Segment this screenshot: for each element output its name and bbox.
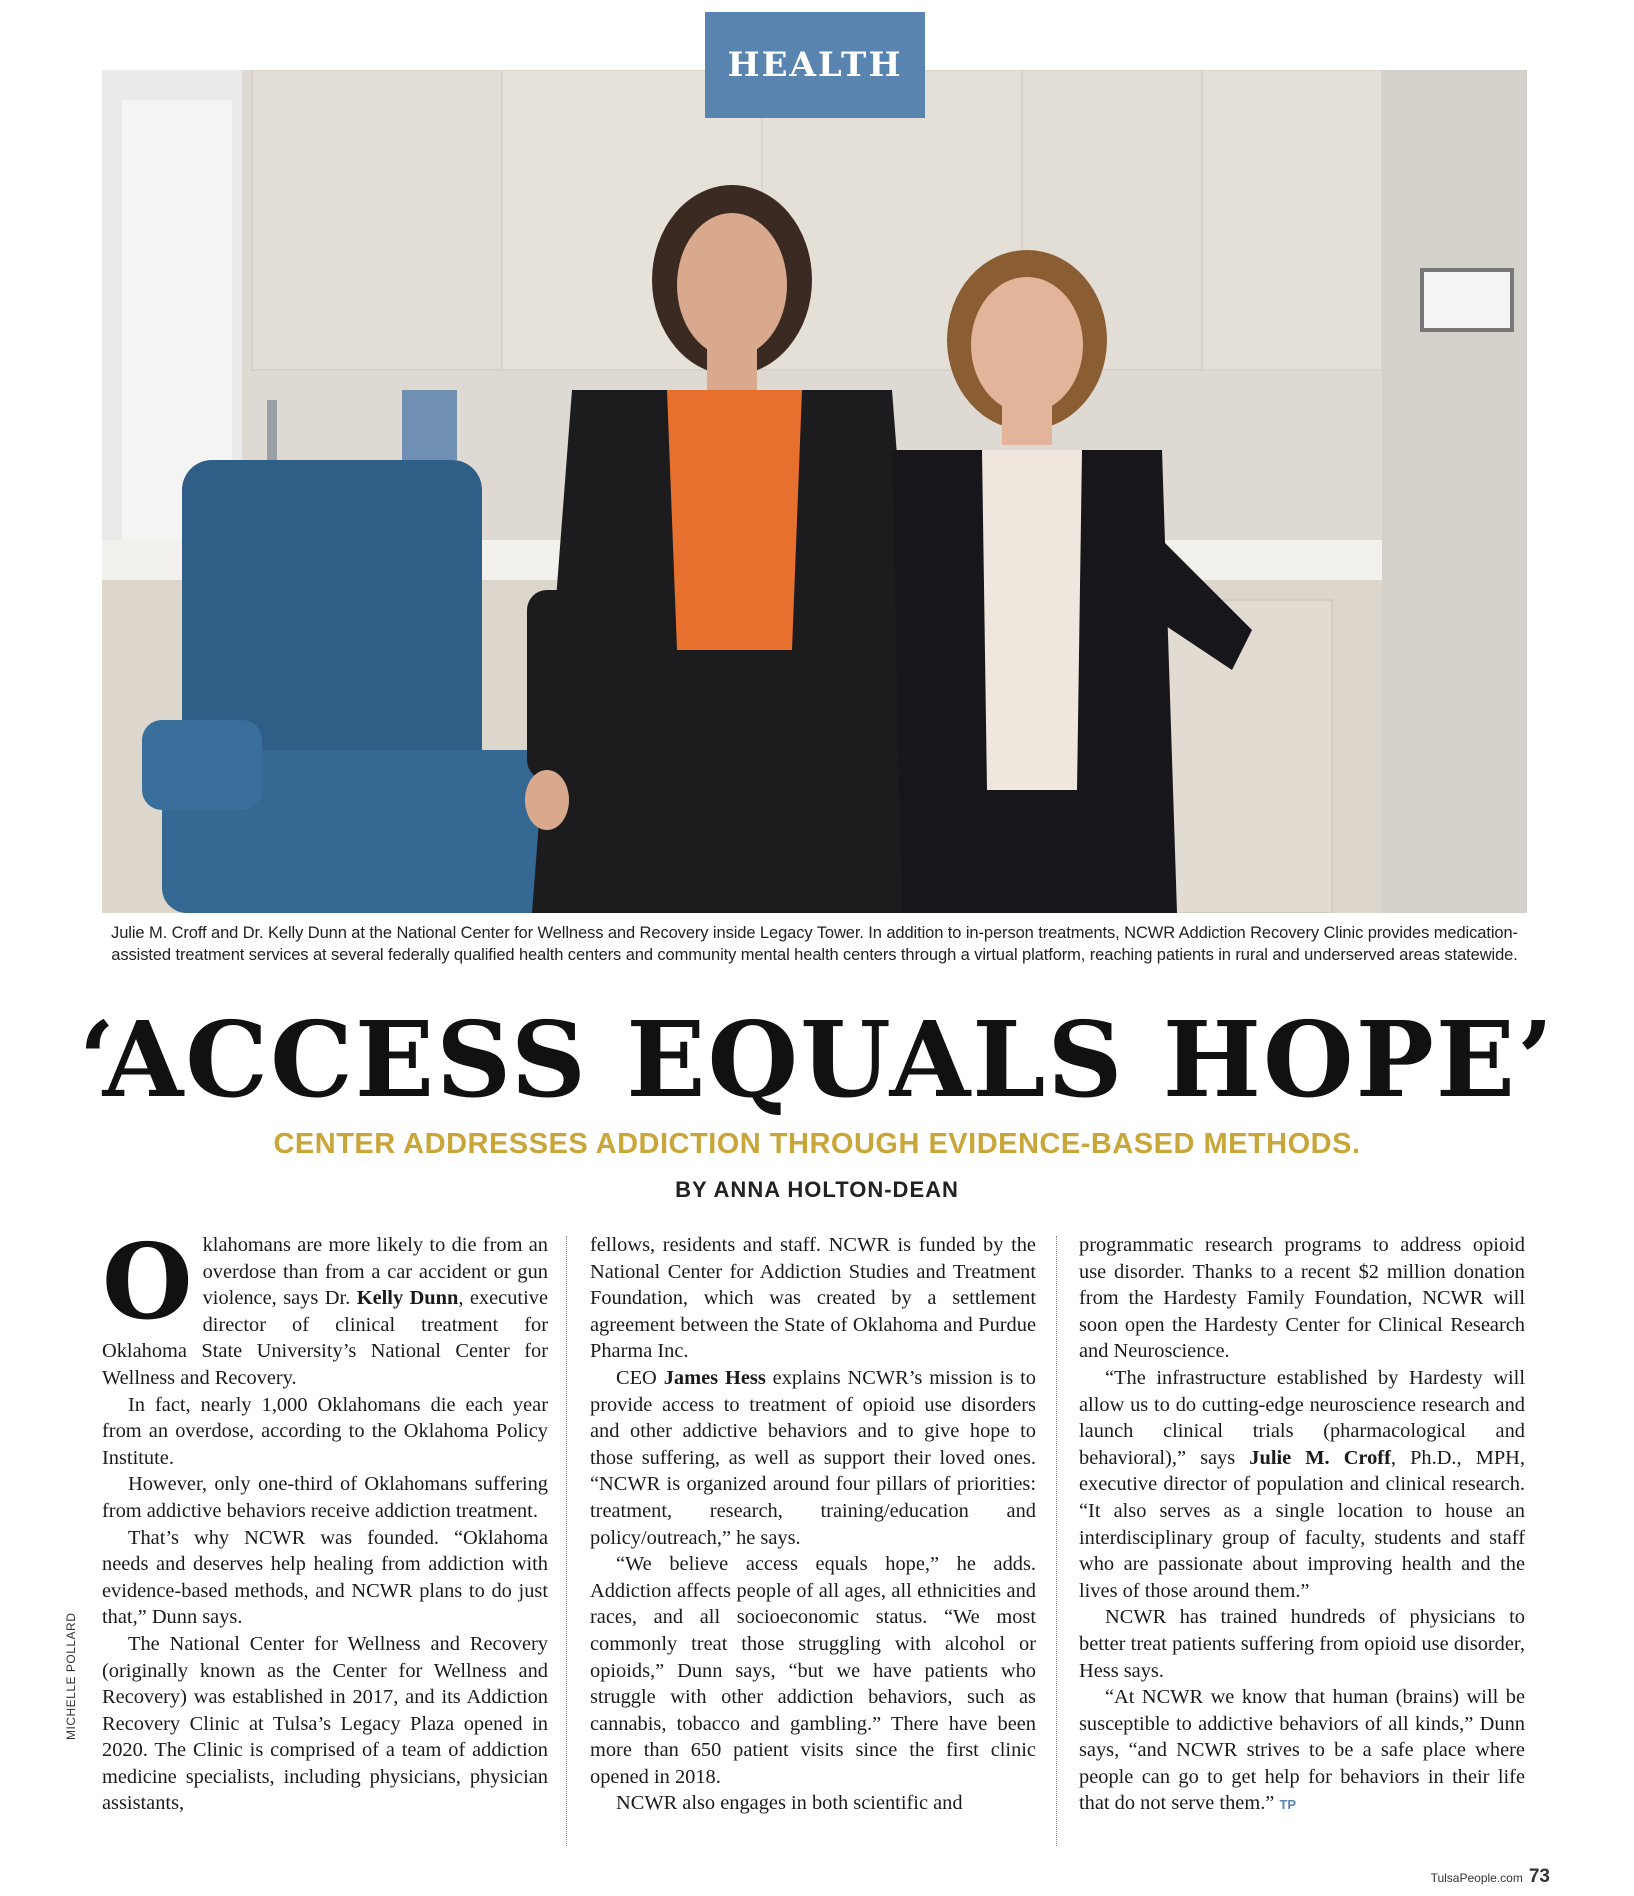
- column-divider: [1056, 1236, 1057, 1846]
- paragraph: That’s why NCWR was founded. “Oklahoma needs and deserves help healing from addiction with evidence-based methods, and NCWR plans to do just that,” Dunn says.: [102, 1526, 548, 1629]
- text-run: CEO: [616, 1366, 664, 1389]
- photo-illustration: [102, 70, 1527, 913]
- person-name: James Hess: [663, 1366, 766, 1389]
- text-run: explains NCWR’s mission is to provide access to treatment of opioid use disorders and other addictive behaviors and to give hope to those suffering, as well as support their loved ones. “NCWR is organized around four pillars of priorities: treatment, research, training/education and policy/outreach,” he says.: [590, 1366, 1036, 1549]
- text-run: “At NCWR we know that human (brains) will be susceptible to addictive behaviors of all kinds,” Dunn says, “and NCWR strives to be a safe place where people can go to get help for behaviors in their life that do not serve them.”: [1079, 1686, 1525, 1815]
- person-name: Kelly Dunn: [356, 1287, 459, 1310]
- body-column-2: [590, 1232, 1036, 1852]
- drop-cap: O: [102, 1232, 193, 1343]
- paragraph: The National Center for Wellness and Recovery (originally known as the Center for Wellness and Recovery) was established in 2017, and its Addiction Recovery Clinic at Tulsa’s Legacy Plaza opened in 2020. The Clinic is comprised of a team of addiction medicine specialists, including physicians, physician assistants,: [102, 1632, 548, 1815]
- paragraph: fellows, residents and staff. NCWR is funded by the National Center for Addiction Studies and Treatment Foundation, which was created by a settlement agreement between the State of Oklahoma and Purdue Pharma Inc.: [590, 1234, 1036, 1363]
- text-run: , executive director of clinical treatment for Oklahoma State University’s National Center for Wellness and Recovery.: [102, 1287, 548, 1389]
- paragraph: [1079, 1684, 1525, 1819]
- paragraph: programmatic research programs to address opioid use disorder. Thanks to a recent $2 million donation from the Hardesty Family Foundation, NCWR will soon open the Hardesty Center for Clinical Research and Neuroscience.: [1079, 1234, 1525, 1363]
- paragraph: [590, 1365, 1036, 1551]
- byline: BY ANNA HOLTON-DEAN: [675, 1177, 959, 1202]
- body-column-1: [102, 1232, 548, 1852]
- paragraph: [1079, 1365, 1525, 1604]
- page-number: 73: [1528, 1866, 1550, 1887]
- site-name: TulsaPeople.com: [1430, 1871, 1523, 1885]
- end-mark: TP: [1279, 1797, 1297, 1813]
- photo-credit: MICHELLE POLLARD: [64, 1612, 78, 1740]
- page-footer: [1431, 1866, 1550, 1888]
- paragraph: “We believe access equals hope,” he adds. Addiction affects people of all ages, all ethnicities and races, and all socioeconomic status. “We most commonly treat those struggling with alcohol or opioids,” Dunn says, “but we have patients who struggle with other addiction behaviors, such as cannabis, tobacco and gambling.” There have been more than 650 patient visits since the first clinic opened in 2018.: [590, 1553, 1036, 1788]
- body-column-3: [1079, 1232, 1525, 1852]
- paragraph: NCWR also engages in both scientific and: [616, 1792, 963, 1815]
- headline: ‘ACCESS EQUALS HOPE’: [78, 998, 1556, 1121]
- paragraph: In fact, nearly 1,000 Oklahomans die each year from an overdose, according to the Oklahoma Policy Institute.: [102, 1393, 548, 1469]
- text-run: “The infrastructure established by Hardesty will allow us to do cutting-edge neuroscience research and launch clinical trials (pharmacological and behavioral),” says: [1079, 1366, 1525, 1469]
- paragraph: NCWR has trained hundreds of physicians to better treat patients suffering from opioid use disorder, Hess says.: [1079, 1606, 1525, 1682]
- text-run: klahomans are more likely to die from an overdose than from a car accident or gun violence, says Dr.: [202, 1234, 548, 1310]
- paragraph: [102, 1232, 548, 1392]
- photo-caption: Julie M. Croff and Dr. Kelly Dunn at the National Center for Wellness and Recovery inside Legacy Tower. In addition to in-person treatments, NCWR Addiction Recovery Clinic provides medication-assisted treatment services at several federally qualified health centers and community mental health centers through a virtual platform, reaching patients in rural and underserved areas statewide.: [111, 924, 1518, 964]
- feature-photo: [102, 70, 1527, 913]
- text-run: , Ph.D., MPH, executive director of population and clinical research. “It also serves as a single location to house an interdisciplinary group of faculty, students and staff who are passionate about improving health and the lives of those around them.”: [1079, 1446, 1525, 1602]
- subhead: CENTER ADDRESSES ADDICTION THROUGH EVIDENCE-BASED METHODS.: [273, 1128, 1361, 1160]
- person-name: Julie M. Croff: [1249, 1446, 1391, 1469]
- paragraph: However, only one-third of Oklahomans suffering from addictive behaviors receive addiction treatment.: [102, 1473, 548, 1522]
- column-divider: [566, 1236, 567, 1846]
- section-tag: HEALTH: [705, 12, 925, 118]
